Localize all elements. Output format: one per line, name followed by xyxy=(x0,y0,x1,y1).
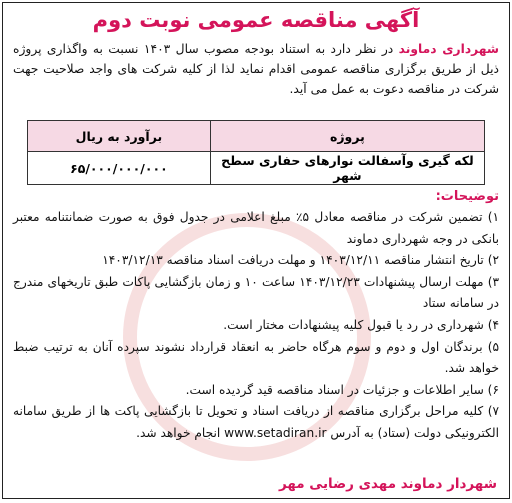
table-header-row xyxy=(28,121,485,152)
note-item: ۵) برندگان اول و دوم و سوم هرگاه حاضر به انعقاد قرارداد نشوند سپرده آنان به ترتیب ضبط خواهد شد. xyxy=(13,339,499,376)
ad-title: آگهی مناقصه عمومی نوبت دوم xyxy=(92,8,420,32)
tender-advertisement xyxy=(2,2,510,499)
note-item: ۶) سایر اطلاعات و جزئیات در اسناد مناقصه قید گردیده است. xyxy=(185,382,499,397)
footer-signature: شهردار دماوند مهدی رضایی مهر xyxy=(278,476,497,492)
header-project: پروژه xyxy=(210,121,484,152)
table-row xyxy=(28,152,485,185)
cell-estimate-value: ۶۵/۰۰۰/۰۰۰/۰۰۰ xyxy=(28,152,211,185)
project-table xyxy=(27,120,485,185)
note-item: ۷) کلیه مراحل برگزاری مناقصه از دریافت اسناد و تحویل تا بازگشایی پاکت ها از طریق سامانه الکترونیکی دولت (ستاد) به آدرس www.setadiran.ir انجام خواهد شد. xyxy=(13,404,499,440)
note-item: ۲) تاریخ انتشار مناقصه ۱۴۰۳/۱۲/۱۱ و مهلت دریافت اسناد مناقصه ۱۴۰۳/۱۲/۱۳ xyxy=(102,253,499,268)
notes-list xyxy=(13,207,499,445)
intro-paragraph xyxy=(13,39,499,99)
cell-project-name: لکه گیری وآسفالت نوارهای حفاری سطح شهر xyxy=(210,152,484,185)
note-item: ۴) شهرداری در رد یا قبول کلیه پیشنهادات مختار است. xyxy=(223,317,499,332)
note-item: ۱) تضمین شرکت در مناقصه معادل ۵٪ مبلغ اعلامی در جدول فوق به صورت ضمانتنامه معتبر بانکی در وجه شهرداری دماوند xyxy=(13,210,499,246)
intro-text: در نظر دارد به استناد بودجه مصوب سال ۱۴۰۳ نسبت به واگذاری پروژه ذیل از طریق برگزاری مناقصه عمومی اقدام نماید لذا از کلیه شرکت های واجد صلاحیت جهت شرکت در مناقصه دعوت به عمل می آید. xyxy=(13,42,499,96)
header-estimate: برآورد به ریال xyxy=(28,121,211,152)
notes-title: توضیحات: xyxy=(435,189,499,204)
intro-lead: شهرداری دماوند xyxy=(398,42,500,56)
note-item: ۳) مهلت ارسال پیشنهادات ۱۴۰۳/۱۲/۲۳ ساعت ۱۰ و زمان بازگشایی پاکات طبق تاریخهای مندرج در سامانه ستاد xyxy=(13,274,499,311)
